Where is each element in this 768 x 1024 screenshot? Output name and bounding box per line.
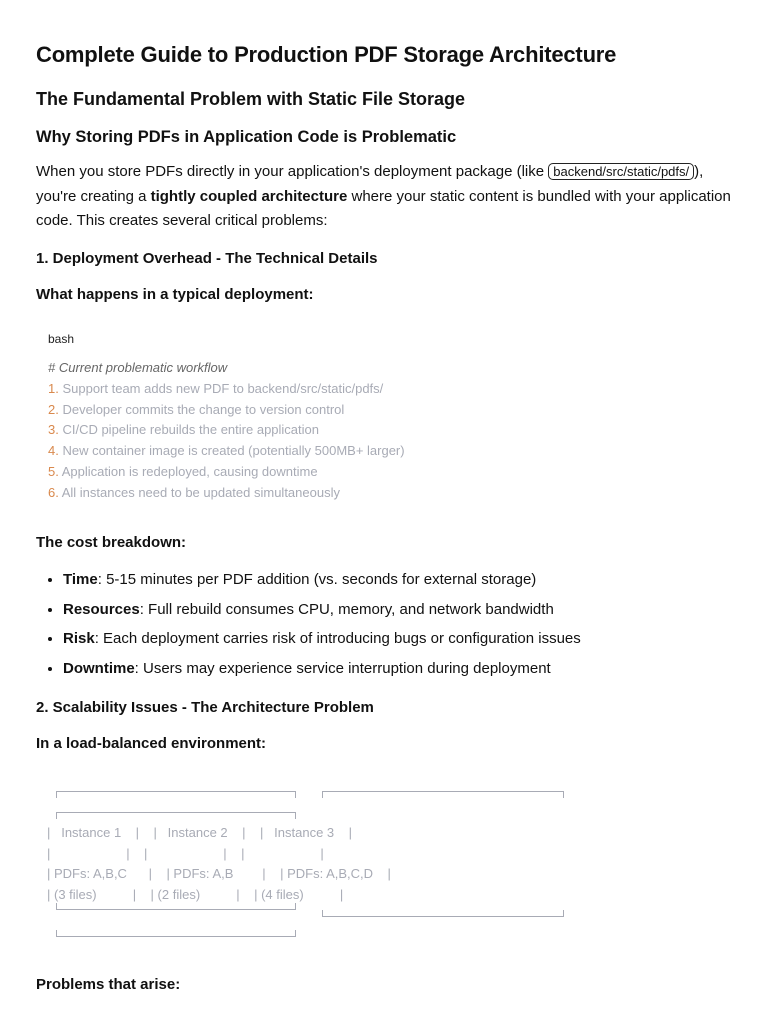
list-item-desc: : Users may experience service interruption during deployment xyxy=(134,659,551,677)
problems-label: Problems that arise: xyxy=(36,976,181,993)
intro-paragraph xyxy=(36,160,736,234)
code-line-text: Application is redeployed, causing downtime xyxy=(58,463,318,479)
intro-bold-text: tightly coupled architecture xyxy=(150,187,348,205)
code-line-number: 6. xyxy=(48,484,59,500)
scalability-heading: 2. Scalability Issues - The Architecture Problem xyxy=(36,699,374,716)
code-line xyxy=(48,483,405,504)
diagram-row-blank: | | | | | | xyxy=(47,846,324,861)
list-item xyxy=(63,627,581,657)
subsection-heading: Why Storing PDFs in Application Code is Problematic xyxy=(36,128,457,146)
list-item-term: Risk xyxy=(63,630,95,648)
code-comment: # Current problematic workflow xyxy=(48,360,228,375)
code-line-number: 2. xyxy=(48,401,59,417)
code-block xyxy=(48,332,405,504)
typical-deployment-label: What happens in a typical deployment: xyxy=(36,286,314,303)
intro-text-2: ), you're creating a xyxy=(36,163,704,205)
code-line xyxy=(48,400,405,421)
load-balanced-label: In a load-balanced environment: xyxy=(36,735,267,752)
list-item-desc: : Full rebuild consumes CPU, memory, and network bandwidth xyxy=(139,600,554,618)
code-line-number: 1. xyxy=(48,380,59,396)
list-item xyxy=(63,657,581,687)
code-line-text: All instances need to be updated simultaneously xyxy=(58,484,340,500)
list-item-term: Downtime xyxy=(63,659,135,677)
section-heading: The Fundamental Problem with Static File Storage xyxy=(36,89,466,109)
diagram-box-bottom xyxy=(322,910,564,917)
diagram-box-bottom xyxy=(56,903,296,910)
code-line-number: 4. xyxy=(48,443,59,459)
diagram-box-top xyxy=(56,812,296,819)
list-item-term: Time xyxy=(63,571,98,588)
list-item-term: Resources xyxy=(63,600,140,618)
code-language-label: bash xyxy=(48,332,75,346)
code-line-text: CI/CD pipeline rebuilds the entire application xyxy=(58,422,319,438)
code-line-text: New container image is created (potentially 500MB+ larger) xyxy=(58,443,405,459)
diagram-box-top xyxy=(56,791,296,798)
cost-breakdown-label: The cost breakdown: xyxy=(36,534,187,551)
code-line-number: 5. xyxy=(48,463,59,479)
page-title: Complete Guide to Production PDF Storage Architecture xyxy=(36,42,617,67)
diagram-row-pdfs: | PDFs: A,B,C | | PDFs: A,B | | PDFs: A,B,C,D | xyxy=(47,866,391,881)
diagram-box-top xyxy=(322,791,564,798)
inline-code-path: backend/src/static/pdfs/ xyxy=(548,163,694,180)
list-item xyxy=(63,598,581,628)
diagram-row-names: | Instance 1 | | Instance 2 | | Instance 3 | xyxy=(47,825,352,840)
list-item-desc: : 5-15 minutes per PDF addition (vs. seconds for external storage) xyxy=(97,571,537,588)
diagram-box-bottom xyxy=(56,930,296,937)
intro-text-3: where your static content is bundled with your application code. This creates several critical problems: xyxy=(36,187,731,229)
cost-list xyxy=(36,568,581,686)
intro-text-1: When you store PDFs directly in your application's deployment package (like xyxy=(36,163,549,180)
list-item xyxy=(63,568,581,598)
code-line xyxy=(48,441,405,462)
list-item-desc: : Each deployment carries risk of introducing bugs or configuration issues xyxy=(94,630,581,648)
code-line-number: 3. xyxy=(48,422,59,438)
code-line-text: Developer commits the change to version control xyxy=(58,401,345,417)
diagram-row-files: | (3 files) | | (2 files) | | (4 files) | xyxy=(47,887,344,902)
code-line xyxy=(48,420,405,441)
deployment-heading: 1. Deployment Overhead - The Technical Details xyxy=(36,250,378,267)
code-line xyxy=(48,462,405,483)
code-line-text: Support team adds new PDF to backend/src/static/pdfs/ xyxy=(58,380,384,396)
code-line xyxy=(48,379,405,400)
